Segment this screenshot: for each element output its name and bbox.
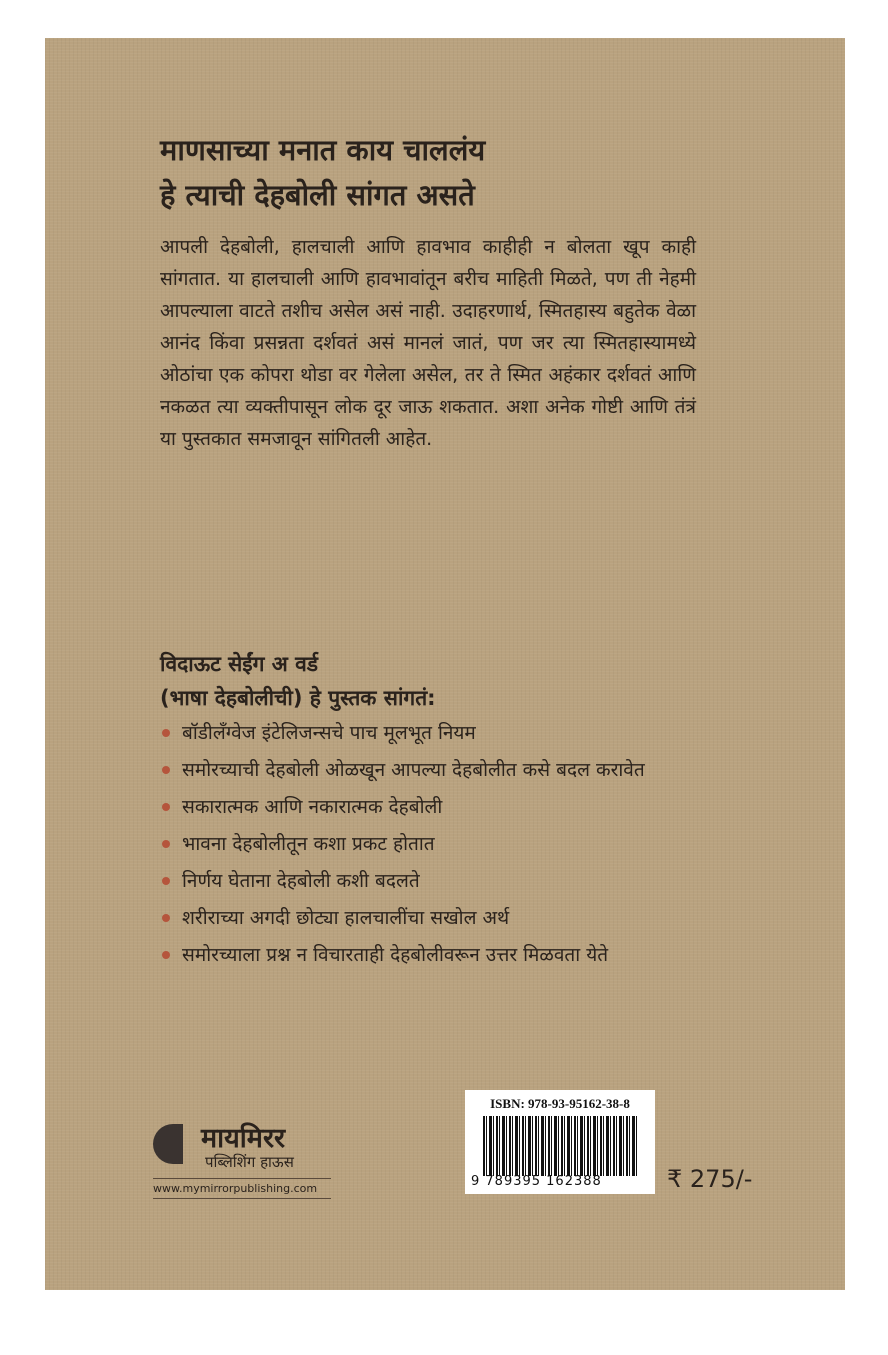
bullet-text: भावना देहबोलीतून कशा प्रकट होतात xyxy=(182,833,435,855)
bullet-text: समोरच्याला प्रश्न न विचारताही देहबोलीवरून उत्तर मिळवता येते xyxy=(182,944,609,966)
bullet-item xyxy=(160,755,720,785)
bullet-dot-icon xyxy=(162,914,170,922)
bullet-text: सकारात्मक आणि नकारात्मक देहबोली xyxy=(182,796,443,818)
bullet-dot-icon xyxy=(162,840,170,848)
title-line-2: हे त्याची देहबोली सांगत असते xyxy=(160,178,475,212)
bullet-item xyxy=(160,792,720,822)
bullet-dot-icon xyxy=(162,951,170,959)
publisher-name: मायमिरर xyxy=(201,1123,286,1154)
isbn-barcode xyxy=(465,1090,655,1194)
bullet-item xyxy=(160,718,720,748)
isbn-text: ISBN: 978-93-95162-38-8 xyxy=(490,1096,630,1111)
people-icon xyxy=(153,1124,183,1164)
price: ₹ 275/- xyxy=(667,1165,753,1193)
bullet-item xyxy=(160,903,720,933)
bullet-dot-icon xyxy=(162,766,170,774)
subheading-line-2: (भाषा देहबोलीची) हे पुस्तक सांगतं: xyxy=(160,686,436,710)
blurb-paragraph: आपली देहबोली, हालचाली आणि हावभाव काहीही न बोलता खूप काही सांगतात. या हालचाली आणि हावभावांतून बरीच माहिती मिळते, पण ती नेहमी आपल्याला वाटते तशीच असेल असं नाही. उदाहरणार्थ, स्मितहास्य बहुतेक वेळा आनंद किंवा प्रसन्नता दर्शवतं असं मानलं जातं, पण जर त्या स्मितहास्यामध्ये ओठांचा एक कोपरा थोडा वर गेलेला असेल, तर ते स्मित अहंकार दर्शवतं आणि नकळत त्या व्यक्तीपासून लोक दूर जाऊ शकतात. अशा अनेक गोष्टी आणि तंत्रं या पुस्तकात समजावून सांगितली आहेत. xyxy=(160,236,696,450)
bullet-dot-icon xyxy=(162,877,170,885)
title-line-1: माणसाच्या मनात काय चाललंय xyxy=(160,133,486,167)
bullet-text: समोरच्याची देहबोली ओळखून आपल्या देहबोलीत कसे बदल करावेत xyxy=(182,759,645,781)
publisher-subtitle: पब्लिशिंग हाऊस xyxy=(205,1153,294,1171)
bullet-dot-icon xyxy=(162,729,170,737)
bullet-item xyxy=(160,940,720,970)
bullet-list xyxy=(160,718,720,977)
bullet-item xyxy=(160,829,720,859)
bullet-text: निर्णय घेताना देहबोली कशी बदलते xyxy=(182,870,420,892)
barcode-bars xyxy=(483,1116,638,1176)
publisher-url: www.mymirrorpublishing.com xyxy=(153,1178,331,1199)
bullet-dot-icon xyxy=(162,803,170,811)
bullet-text: बॉडीलँग्वेज इंटेलिजन्सचे पाच मूलभूत नियम xyxy=(182,722,476,744)
book-back-cover xyxy=(45,38,845,1290)
subheading-line-1: विदाऊट सेईंग अ वर्ड xyxy=(160,652,318,676)
barcode-digits: 9 789395 162388 xyxy=(471,1174,602,1189)
bullet-item xyxy=(160,866,720,896)
bullet-text: शरीराच्या अगदी छोट्या हालचालींचा सखोल अर्थ xyxy=(182,907,510,929)
